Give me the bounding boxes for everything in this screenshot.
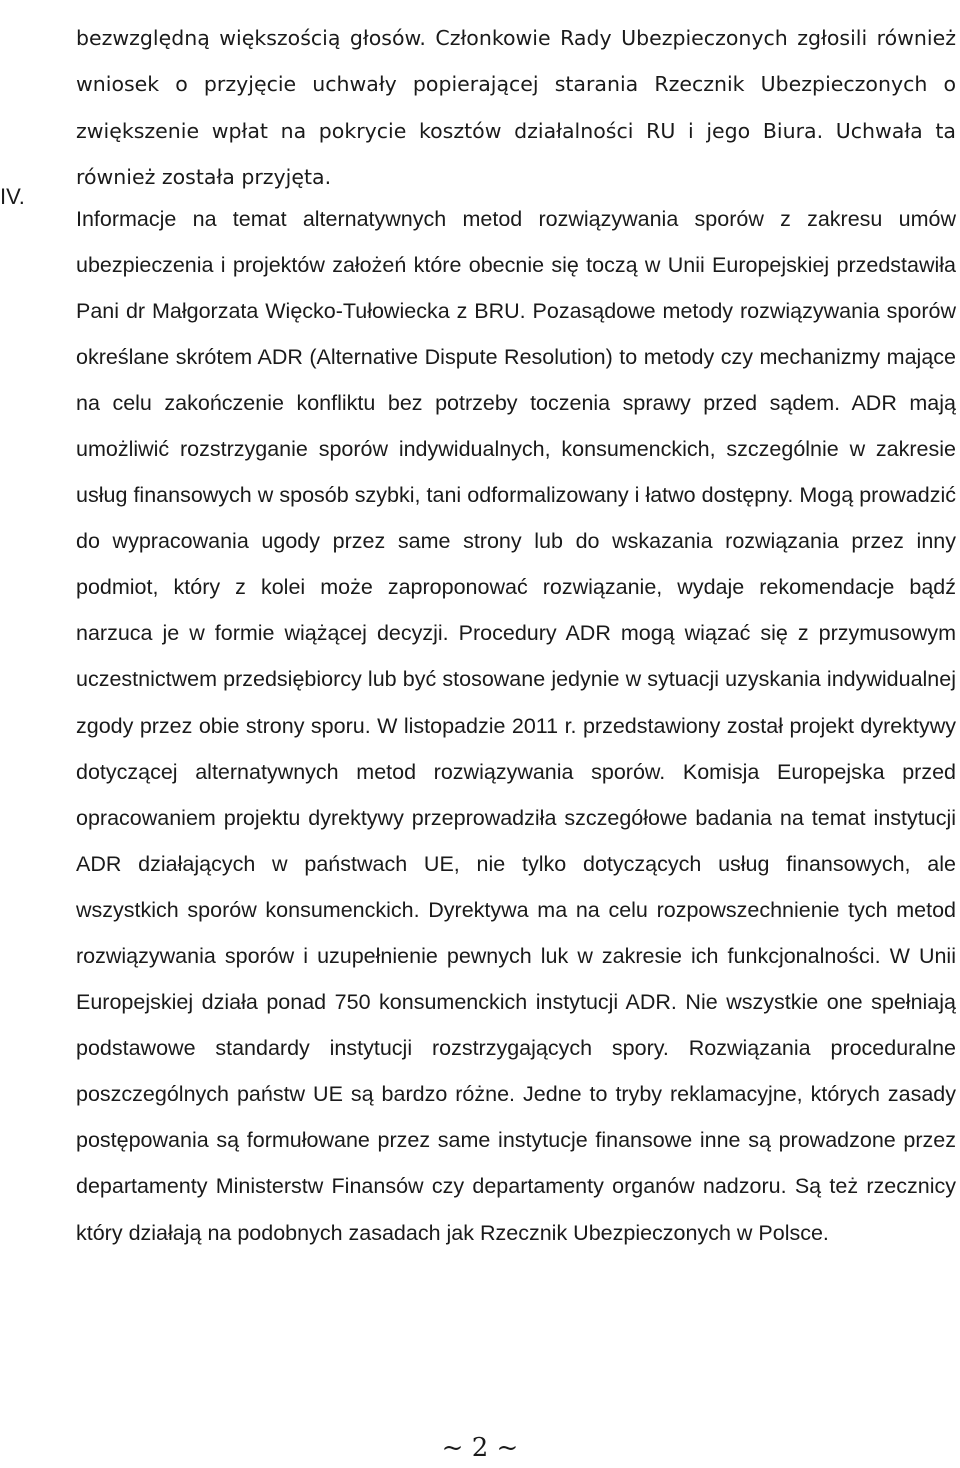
top-paragraph: bezwzględną większością głosów. Członkowie Rady Ubezpieczonych zgłosili również wniosek o przyjęcie uchwały popierającej starania Rzecznik Ubezpieczonych o zwiększenie wpłat na pokrycie kosztów działalności RU i jego Biura. Uchwała ta również została przyjęta. — [76, 25, 956, 189]
section-paragraph: Informacje na temat alternatywnych metod rozwiązywania sporów z zakresu umów ubezpieczenia i projektów założeń które obecnie się toczą w Unii Europejskiej przedstawiła Pani dr Małgorzata Więcko-Tułowiecka z BRU. Pozasądowe metody rozwiązywania sporów określane skrótem ADR (Alternative Dispute Resolution) to metody czy mechanizmy mające na celu zakończenie konfliktu bez potrzeby toczenia sprawy przed sądem. ADR mają umożliwić rozstrzyganie sporów indywidualnych, konsumenckich, szczególnie w zakresie usług finansowych w sposób szybki, tani odformalizowany i łatwo dostępny. Mogą prowadzić do wypracowania ugody przez same strony lub do wskazania rozwiązania przez inny podmiot, który z kolei może zaproponować rozwiązanie, wydaje rekomendacje bądź narzuca je w formie wiążącej decyzji. Procedury ADR mogą wiązać się z przymusowym uczestnictwem przedsiębiorcy lub być stosowane jedynie w sytuacji uzyskania indywidualnej zgody przez obie strony sporu. W listopadzie 2011 r. przedstawiony został projekt dyrektywy dotyczącej alternatywnych metod rozwiązywania sporów. Komisja Europejska przed opracowaniem projektu dyrektywy przeprowadziła szczegółowe badania na temat instytucji ADR działających w państwach UE, nie tylko dotyczących usług finansowych, ale wszystkich sporów konsumenckich. Dyrektywa ma na celu rozpowszechnienie tych metod rozwiązywania sporów i uzupełnienie pewnych luk w zakresie ich funkcjonalności. W Unii Europejskiej działa ponad 750 konsumenckich instytucji ADR. Nie wszystkie one spełniają podstawowe standardy instytucji rozstrzygających spory. Rozwiązania proceduralne poszczególnych państw UE są bardzo różne. Jedne to tryby reklamacyjne, których zasady postępowania są formułowane przez same instytucje finansowe inne są prowadzone przez departamenty Ministerstw Finansów czy departamenty organów nadzoru. Są też rzecznicy który działają na podobnych zasadach jak Rzecznik Ubezpieczonych w Polsce. — [76, 206, 956, 1245]
section-number: IV. — [0, 184, 25, 209]
page-number: ~ 2 ~ — [441, 1433, 519, 1463]
